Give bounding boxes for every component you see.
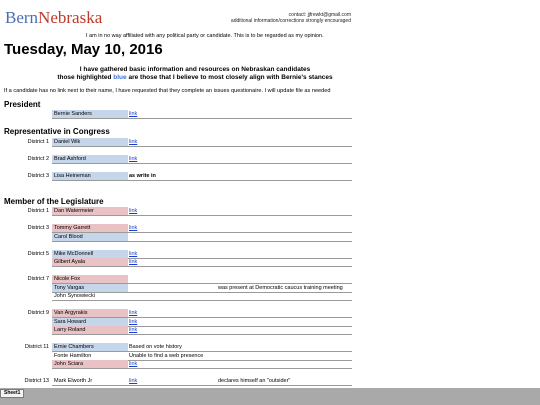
table-row: [0, 138, 540, 147]
candidate-name: Lisa Heineman: [52, 172, 128, 180]
district-label: District 5: [27, 251, 49, 257]
logo-part-bern: Bern: [5, 8, 39, 27]
row-divider: [52, 334, 352, 335]
candidate-name: Ernie Chambers: [52, 343, 128, 351]
candidate-name: Daniel Wik: [52, 138, 128, 146]
table-row: [0, 275, 540, 284]
row-divider: [52, 163, 352, 164]
candidate-name: Mike McDonnell: [52, 250, 128, 258]
section-president: President: [4, 100, 41, 109]
candidate-remark: Unable to find a web presence: [129, 353, 204, 359]
table-row: [0, 233, 540, 242]
candidate-name: Nicole Fox: [52, 275, 128, 283]
logo-part-nebraska: Nebraska: [38, 8, 103, 27]
intro-text: are those that I believe to most closely align with Bernie's stances: [126, 74, 333, 81]
candidate-link[interactable]: link: [129, 139, 138, 145]
sheet-tab-bar: [0, 388, 540, 405]
table-row: [0, 292, 540, 301]
district-label: District 3: [27, 225, 49, 231]
candidate-name: Brad Ashford: [52, 155, 128, 163]
candidate-name: John Synowiecki: [54, 293, 95, 299]
candidate-link[interactable]: link: [129, 319, 138, 325]
candidate-name: John Sciara: [52, 360, 128, 368]
row-divider: [52, 266, 352, 267]
row-divider: [52, 300, 352, 301]
candidate-link[interactable]: link: [129, 208, 138, 214]
district-label: District 1: [27, 208, 49, 214]
district-label: District 1: [27, 139, 49, 145]
candidate-remark: declares himself an "outsider": [218, 378, 291, 384]
contact-info: [131, 12, 351, 24]
candidate-name: Sara Howard: [52, 318, 128, 326]
intro-line-2: [0, 74, 390, 82]
candidate-name: Tommy Garrett: [52, 224, 128, 232]
row-divider: [52, 385, 352, 386]
table-row: [0, 343, 540, 352]
section-legislature: Member of the Legislature: [4, 197, 104, 206]
district-label: District 2: [27, 156, 49, 162]
district-label: District 13: [24, 378, 49, 384]
candidate-link[interactable]: link: [129, 361, 138, 367]
candidate-link[interactable]: link: [129, 156, 138, 162]
candidate-link[interactable]: link: [129, 378, 138, 384]
contact-email: contact: jjfrewkt@gmail.com: [288, 12, 351, 18]
candidate-name: Dan Watermeier: [52, 207, 128, 215]
disclaimer: I am in no way affiliated with any political party or candidate. This is to be regarded as my opinion.: [86, 33, 324, 39]
table-row: [0, 207, 540, 216]
candidate-name: Larry Roland: [52, 326, 128, 334]
table-row: [0, 326, 540, 335]
row-divider: [52, 118, 352, 119]
questionnaire-note: If a candidate has no link next to their name, I have requested that they complete an issues questionaire. I will update file as needed: [4, 88, 331, 94]
candidate-name: Van Argyrakis: [52, 309, 128, 317]
candidate-link[interactable]: link: [129, 259, 138, 265]
table-row: [0, 360, 540, 369]
sheet-tab[interactable]: Sheet1: [0, 389, 24, 398]
intro-line-1: I have gathered basic information and resources on Nebraskan candidates: [79, 66, 311, 73]
intro-blue-word: blue: [113, 74, 127, 81]
candidate-remark: Based on vote history: [129, 344, 182, 350]
row-divider: [52, 368, 352, 369]
candidate-link[interactable]: link: [129, 111, 138, 117]
candidate-name: Fonte Hamilton: [54, 353, 92, 359]
candidate-link[interactable]: link: [129, 327, 138, 333]
table-row: [0, 155, 540, 164]
candidate-remark: was present at Democratic caucus training meeting: [218, 285, 343, 291]
district-label: District 7: [27, 276, 49, 282]
candidate-name: Tony Vargas: [52, 284, 128, 292]
district-label: District 11: [24, 344, 49, 350]
site-logo: [5, 8, 102, 28]
candidate-name: Gilbert Ayala: [52, 258, 128, 266]
row-divider: [52, 241, 352, 242]
row-divider: [52, 215, 352, 216]
intro-text: those highlighted: [57, 74, 114, 81]
table-row: [0, 172, 540, 181]
candidate-link[interactable]: link: [129, 310, 138, 316]
table-row: [0, 258, 540, 267]
candidate-name: Carol Blood: [52, 233, 128, 241]
candidate-link[interactable]: link: [129, 225, 138, 231]
section-congress: Representative in Congress: [4, 127, 110, 136]
table-row: [0, 309, 540, 318]
candidate-name: Bernie Sanders: [52, 110, 128, 118]
candidate-remark: as write in: [129, 173, 156, 179]
candidate-link[interactable]: link: [129, 251, 138, 257]
table-row: [0, 377, 540, 386]
table-row: [0, 224, 540, 233]
row-divider: [52, 146, 352, 147]
table-row: [0, 110, 540, 119]
page-date: Tuesday, May 10, 2016: [4, 41, 163, 58]
district-label: District 9: [27, 310, 49, 316]
row-divider: [52, 180, 352, 181]
district-label: District 3: [27, 173, 49, 179]
candidate-name: Mark Elworth Jr: [54, 378, 93, 384]
contact-note: additional information/corrections strongly encouraged: [230, 18, 351, 24]
